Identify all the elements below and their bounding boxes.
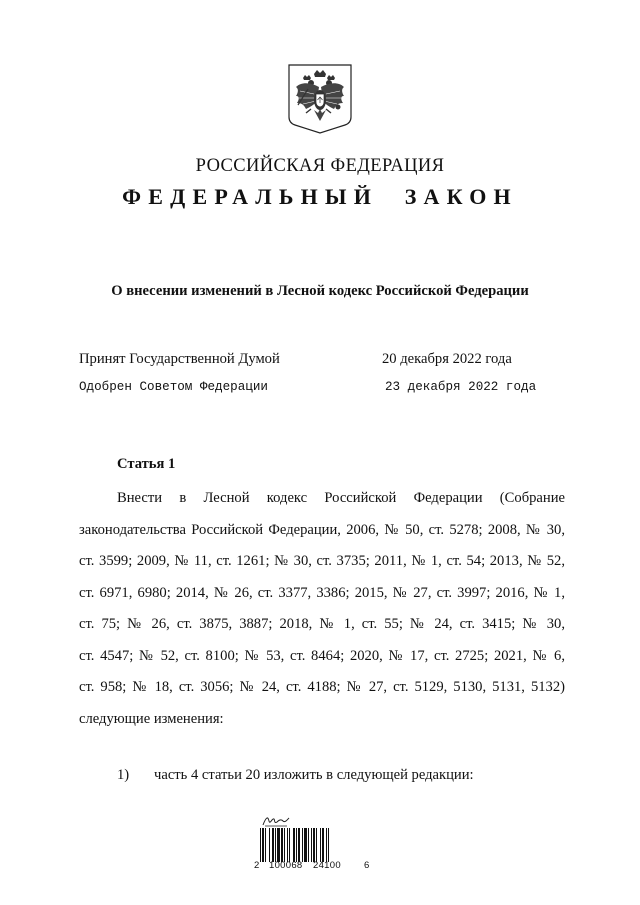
- barcode-bar: [281, 828, 283, 862]
- barcode-bar: [269, 828, 270, 862]
- barcode-bar: [265, 828, 266, 862]
- barcode-bar: [293, 828, 295, 862]
- barcode-bar: [313, 828, 315, 862]
- barcode-bar: [320, 828, 321, 862]
- barcode-bar: [328, 828, 329, 862]
- article-text-line: следующие изменения:: [79, 711, 224, 727]
- barcode-bar: [289, 828, 290, 862]
- law-type-title: ФЕДЕРАЛЬНЫЙ ЗАКОН: [122, 184, 518, 209]
- law-subject-heading: О внесении изменений в Лесной кодекс Российской Федерации: [111, 283, 529, 299]
- barcode-bar: [311, 828, 312, 862]
- barcode-digit-first: 2: [254, 860, 260, 871]
- barcode-bar: [296, 828, 297, 862]
- barcode-bar: [262, 828, 264, 862]
- document-barcode: [253, 814, 373, 874]
- barcode-bar: [304, 828, 307, 862]
- barcode-digit-group1: 100068: [269, 860, 303, 871]
- barcode-bar: [272, 828, 274, 862]
- list-item-text: часть 4 статьи 20 изложить в следующей редакции:: [154, 767, 474, 783]
- article-text-line: ст. 75; № 26, ст. 3875, 3887; 2018, № 1, ст. 55; № 24, ст. 3415; № 30,: [79, 616, 565, 632]
- article-text-line: ст. 4547; № 52, ст. 8100; № 53, ст. 8464; 2020, № 17, ст. 2725; 2021, № 6,: [79, 648, 565, 664]
- council-date: 23 декабря 2022 года: [385, 380, 537, 394]
- barcode-bar: [277, 828, 280, 862]
- article-heading: Статья 1: [117, 456, 176, 472]
- barcode-bar: [284, 828, 285, 862]
- list-item-number: 1): [117, 767, 130, 783]
- article-text-line: ст. 958; № 18, ст. 3056; № 24, ст. 4188; № 27, ст. 5129, 5130, 5131, 5132): [79, 679, 565, 695]
- article-text-line: Внести в Лесной кодекс Российской Федерации (Собрание: [117, 490, 565, 506]
- barcode-bar: [326, 828, 327, 862]
- article-text-line: ст. 6971, 6980; 2014, № 26, ст. 3377, 3386; 2015, № 27, ст. 3997; 2016, № 1,: [79, 585, 565, 601]
- country-name: РОССИЙСКАЯ ФЕДЕРАЦИЯ: [195, 156, 445, 176]
- barcode-bar: [316, 828, 317, 862]
- barcode-bar: [322, 828, 324, 862]
- duma-label: Принят Государственной Думой: [79, 351, 280, 367]
- barcode-bar: [302, 828, 303, 862]
- article-text-line: законодательства Российской Федерации, 2006, № 50, ст. 5278; 2008, № 30,: [79, 522, 565, 538]
- barcode-digit-group2: 24100: [313, 860, 341, 871]
- duma-date: 20 декабря 2022 года: [382, 351, 512, 367]
- barcode-bar: [275, 828, 276, 862]
- barcode-bar: [287, 828, 288, 862]
- barcode-bar: [260, 828, 261, 862]
- barcode-bar: [298, 828, 300, 862]
- barcode-bar: [308, 828, 309, 862]
- barcode-bars: [260, 828, 366, 862]
- barcode-digit-last: 6: [364, 860, 370, 871]
- council-label: Одобрен Советом Федерации: [79, 380, 268, 394]
- coat-of-arms-emblem: [286, 63, 354, 135]
- article-text-line: ст. 3599; 2009, № 11, ст. 1261; № 30, ст. 3735; 2011, № 1, ст. 54; 2013, № 52,: [79, 553, 565, 569]
- handwritten-signature: [261, 814, 291, 828]
